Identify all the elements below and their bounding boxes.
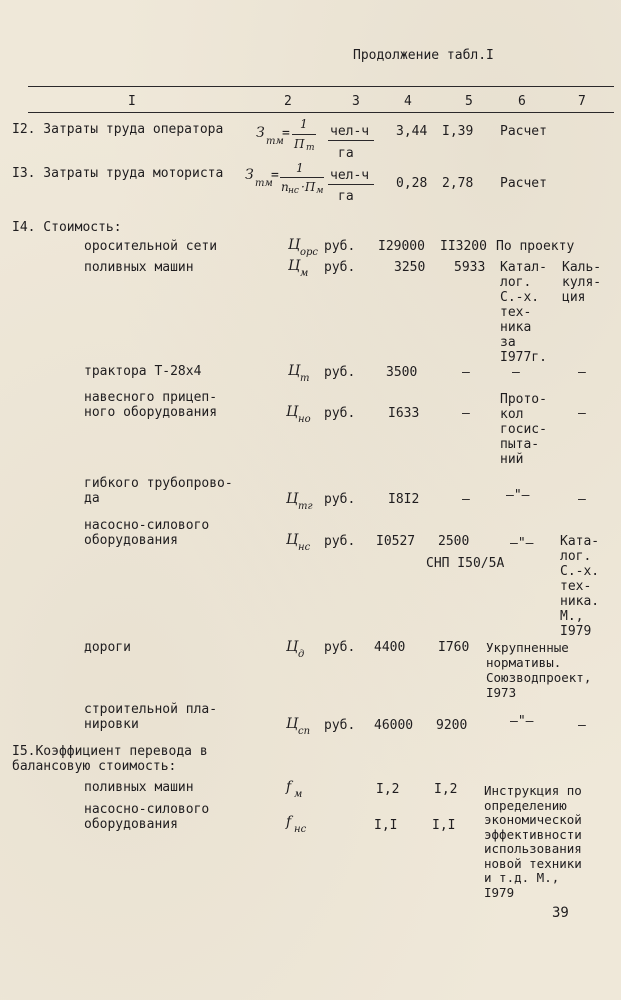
cost-col5: – bbox=[462, 365, 470, 380]
row-15-label: I5.Коэффициент перевода в балансовую стоимость: bbox=[12, 744, 208, 774]
coef-symbol: f bbox=[286, 779, 292, 795]
table-continuation-caption: Продолжение табл.I bbox=[353, 48, 494, 63]
formula-denominator-subscript: т bbox=[306, 143, 315, 153]
row-12-col5: I,39 bbox=[442, 124, 474, 139]
formula-fraction-bar bbox=[292, 134, 316, 135]
cost-col4: I8I2 bbox=[388, 492, 420, 507]
row-12-col4: 3,44 bbox=[396, 124, 428, 139]
cost-col7: Каль- куля- ция bbox=[562, 260, 602, 305]
cost-unit: руб. bbox=[324, 492, 356, 507]
formula-equals: = bbox=[282, 126, 290, 141]
cost-col7: – bbox=[578, 365, 586, 380]
cost-symbol: Ц bbox=[286, 404, 299, 420]
cost-col5: – bbox=[462, 406, 470, 421]
cost-unit: руб. bbox=[324, 239, 356, 254]
cost-item-name: навесного прицеп- ного оборудования bbox=[84, 390, 218, 420]
cost-col4: I29000 bbox=[378, 239, 425, 254]
coef-col4: I,2 bbox=[376, 782, 400, 797]
formula-lhs: З bbox=[245, 167, 254, 183]
coef-item-name: насосно-силового оборудования bbox=[84, 802, 210, 832]
formula-lhs-subscript: тм bbox=[255, 178, 273, 189]
cost-col5: 2500 bbox=[438, 534, 470, 549]
cost-col7: Ката- лог. С.-х. тех- ника. М., I979 bbox=[560, 534, 600, 639]
cost-col6: Катал- лог. С.-х. тех- ника за I977г. bbox=[500, 260, 547, 365]
formula-lhs-subscript: тм bbox=[266, 136, 284, 147]
col-header-2: 2 bbox=[284, 94, 292, 109]
cost-col4: 3500 bbox=[386, 365, 418, 380]
cost-col4: I633 bbox=[388, 406, 420, 421]
cost-col5: 5933 bbox=[454, 260, 486, 275]
row-13-unit-top: чел-ч bbox=[330, 168, 370, 183]
row-12-unit-top: чел-ч bbox=[330, 124, 370, 139]
cost-symbol-subscript: орс bbox=[300, 247, 319, 258]
coef-symbol-subscript: нс bbox=[294, 824, 307, 835]
cost-col4: 4400 bbox=[374, 640, 406, 655]
row-12-unit-bar bbox=[328, 140, 374, 141]
cost-unit: руб. bbox=[324, 365, 356, 380]
cost-symbol-subscript: м bbox=[300, 268, 309, 279]
formula-denominator-2-subscript: м bbox=[316, 186, 324, 196]
formula-denominator: п bbox=[281, 180, 289, 194]
cost-symbol: Ц bbox=[286, 532, 299, 548]
header-top-rule bbox=[28, 86, 614, 87]
cost-unit: руб. bbox=[324, 640, 356, 655]
formula-denominator: П bbox=[294, 137, 305, 151]
formula-lhs: З bbox=[256, 125, 265, 141]
coef-col4: I,I bbox=[374, 818, 398, 833]
formula-denominator-subscript: нс bbox=[288, 186, 299, 196]
formula-equals: = bbox=[271, 168, 279, 183]
col-header-7: 7 bbox=[578, 94, 586, 109]
formula-denominator-2: ·П bbox=[301, 180, 316, 194]
row-13-unit-bar bbox=[328, 184, 374, 185]
cost-unit: руб. bbox=[324, 260, 356, 275]
coef-col5: I,I bbox=[432, 818, 456, 833]
cost-col5: II3200 bbox=[440, 239, 487, 254]
cost-col6: –"– bbox=[506, 488, 530, 503]
cost-symbol: Ц bbox=[288, 258, 301, 274]
cost-col6: Прото- кол госис- пыта- ний bbox=[500, 392, 547, 467]
col-header-6: 6 bbox=[518, 94, 526, 109]
row-14-label: I4. Стоимость: bbox=[12, 220, 122, 235]
cost-symbol-subscript: т bbox=[300, 373, 310, 384]
cost-col5: I760 bbox=[438, 640, 470, 655]
cost-item-name: трактора Т-28х4 bbox=[84, 364, 202, 379]
col-header-1: I bbox=[128, 94, 136, 109]
cost-unit: руб. bbox=[324, 406, 356, 421]
coef-col6-reference: Инструкция по определению экономической эффективности использования новой техники и т.д. М., I979 bbox=[484, 783, 582, 900]
col-header-4: 4 bbox=[404, 94, 412, 109]
coef-item-name: поливных машин bbox=[84, 780, 194, 795]
col-header-5: 5 bbox=[465, 94, 473, 109]
cost-col5: 9200 bbox=[436, 718, 468, 733]
cost-symbol: Ц bbox=[286, 491, 299, 507]
row-12-label: I2. Затраты труда оператора bbox=[12, 122, 224, 137]
formula-numerator: 1 bbox=[296, 161, 304, 175]
cost-col7: – bbox=[578, 492, 586, 507]
cost-item-name: дороги bbox=[84, 640, 131, 655]
row-13-label: I3. Затраты труда моториста bbox=[12, 166, 224, 181]
cost-item-name: оросительной сети bbox=[84, 239, 218, 254]
page-number: 39 bbox=[552, 905, 569, 921]
cost-item-name: насосно-силового оборудования bbox=[84, 518, 210, 548]
cost-symbol-subscript: нс bbox=[298, 542, 311, 553]
cost-unit: руб. bbox=[324, 534, 356, 549]
cost-item-name: строительной пла- нировки bbox=[84, 702, 218, 732]
cost-col5: – bbox=[462, 492, 470, 507]
cost-col4: 46000 bbox=[374, 718, 414, 733]
cost-symbol: Ц bbox=[288, 363, 301, 379]
header-bottom-rule bbox=[28, 112, 614, 113]
row-13-col4: 0,28 bbox=[396, 176, 428, 191]
cost-col6: –"– bbox=[510, 714, 534, 729]
cost-symbol-subscript: но bbox=[298, 414, 311, 425]
cost-symbol-subscript: тг bbox=[298, 501, 313, 512]
cost-symbol: Ц bbox=[286, 639, 299, 655]
cost-symbol: Ц bbox=[286, 716, 299, 732]
formula-numerator: 1 bbox=[300, 117, 308, 131]
coef-symbol-subscript: м bbox=[294, 789, 303, 800]
formula-fraction-bar bbox=[280, 177, 324, 178]
row-13-col6: Расчет bbox=[500, 176, 547, 191]
coef-symbol: f bbox=[286, 814, 292, 830]
cost-col6: Укрупненные нормативы. Союзводпроект, I973 bbox=[486, 640, 592, 700]
row-12-col6: Расчет bbox=[500, 124, 547, 139]
cost-col4: 3250 bbox=[394, 260, 426, 275]
cost-col6: –"– bbox=[510, 536, 534, 551]
cost-col7: – bbox=[578, 718, 586, 733]
coef-col5: I,2 bbox=[434, 782, 458, 797]
row-12-unit-bottom: га bbox=[338, 146, 354, 161]
cost-col5-model: СНП I50/5А bbox=[426, 556, 505, 571]
cost-symbol-subscript: сп bbox=[298, 726, 311, 737]
cost-col7: – bbox=[578, 406, 586, 421]
cost-symbol: Ц bbox=[288, 237, 301, 253]
col-header-3: 3 bbox=[352, 94, 360, 109]
cost-col6: По проекту bbox=[496, 239, 575, 254]
row-13-col5: 2,78 bbox=[442, 176, 474, 191]
cost-unit: руб. bbox=[324, 718, 356, 733]
cost-symbol-subscript: д bbox=[298, 649, 305, 660]
cost-col6: – bbox=[512, 365, 520, 380]
cost-item-name: поливных машин bbox=[84, 260, 194, 275]
cost-col4: I0527 bbox=[376, 534, 416, 549]
cost-item-name: гибкого трубопрово- да bbox=[84, 476, 233, 506]
row-13-unit-bottom: га bbox=[338, 189, 354, 204]
